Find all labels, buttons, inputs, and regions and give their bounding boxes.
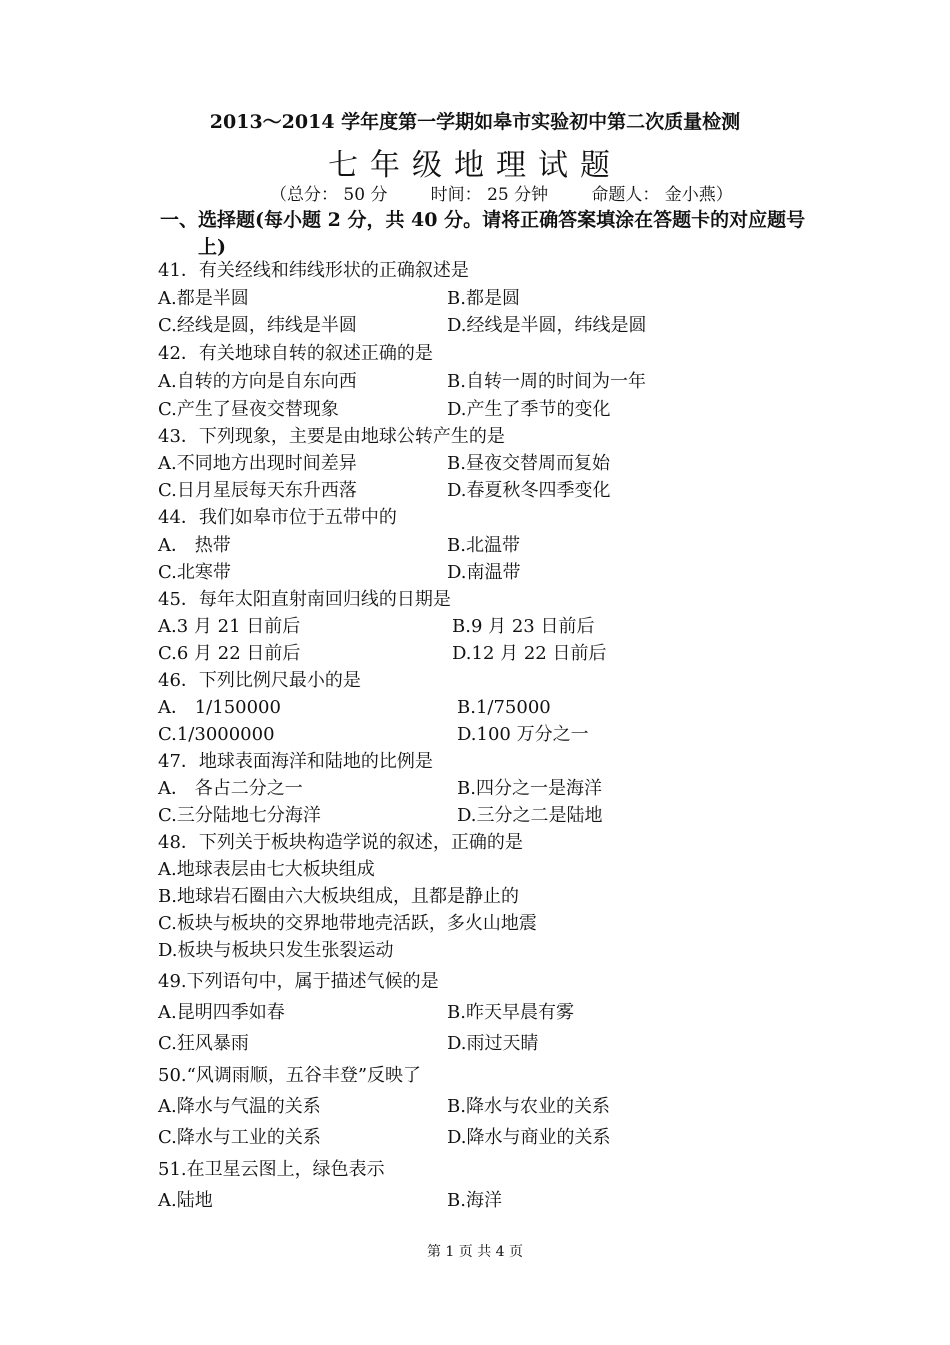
exam-meta: （总分： 50 分 时间： 25 分钟 命题人： 金小燕） [270, 185, 733, 205]
question-45-stem: 45．每年太阳直射南回归线的日期是 [158, 589, 451, 610]
question-44-option-d: D.南温带 [447, 562, 521, 583]
question-48-option-c: C.板块与板块的交界地带地壳活跃，多火山地震 [158, 913, 537, 934]
question-51-stem: 51.在卫星云图上，绿色表示 [158, 1159, 385, 1180]
question-43-option-a: A.不同地方出现时间差异 [158, 453, 357, 474]
question-47-option-a: A． 各占二分之一 [158, 778, 303, 799]
section-heading [160, 207, 860, 261]
question-42-option-c: C.产生了昼夜交替现象 [158, 399, 339, 420]
question-50-stem: 50.“风调雨顺，五谷丰登”反映了 [158, 1065, 422, 1086]
question-42-option-d: D.产生了季节的变化 [447, 399, 611, 420]
question-47-stem: 47．地球表面海洋和陆地的比例是 [158, 751, 433, 772]
question-44-option-a: A． 热带 [158, 535, 231, 556]
question-41-option-a: A.都是半圆 [158, 288, 249, 309]
question-50-option-b: B.降水与农业的关系 [447, 1096, 610, 1117]
question-46-option-d: D.100 万分之一 [457, 724, 589, 745]
section-heading-line2: 上) [198, 236, 226, 258]
question-41-stem: 41．有关经线和纬线形状的正确叙述是 [158, 260, 469, 281]
question-48-option-b: B.地球岩石圈由六大板块组成，且都是静止的 [158, 886, 519, 907]
question-42-option-b: B.自转一周的时间为一年 [447, 371, 646, 392]
question-46-stem: 46．下列比例尺最小的是 [158, 670, 361, 691]
question-43-option-b: B.昼夜交替周而复始 [447, 453, 610, 474]
question-49-option-c: C.狂风暴雨 [158, 1033, 249, 1054]
question-46-option-b: B.1/75000 [457, 697, 551, 718]
question-44-option-c: C.北寒带 [158, 562, 231, 583]
question-45-option-b: B.9 月 23 日前后 [452, 616, 595, 637]
question-47-option-d: D.三分之二是陆地 [457, 805, 603, 826]
question-50-option-d: D.降水与商业的关系 [447, 1127, 611, 1148]
question-48-option-d: D.板块与板块只发生张裂运动 [158, 940, 394, 961]
section-heading-line1: 一、选择题(每小题 2 分，共 40 分。请将正确答案填涂在答题卡的对应题号 [160, 209, 806, 231]
question-42-stem: 42．有关地球自转的叙述正确的是 [158, 343, 433, 364]
question-41-option-c: C.经线是圆，纬线是半圆 [158, 315, 357, 336]
question-51-option-a: A.陆地 [158, 1190, 213, 1211]
question-50-option-a: A.降水与气温的关系 [158, 1096, 321, 1117]
question-49-option-d: D.雨过天睛 [447, 1033, 539, 1054]
question-45-option-d: D.12 月 22 日前后 [452, 643, 607, 664]
question-46-option-a: A． 1/150000 [158, 697, 281, 718]
question-43-option-c: C.日月星辰每天东升西落 [158, 480, 357, 501]
question-51-option-b: B.海洋 [447, 1190, 502, 1211]
question-42-option-a: A.自转的方向是自东向西 [158, 371, 357, 392]
page-footer: 第 1 页 共 4 页 [426, 1244, 524, 1260]
question-43-stem: 43．下列现象，主要是由地球公转产生的是 [158, 426, 505, 447]
question-43-option-d: D.春夏秋冬四季变化 [447, 480, 611, 501]
question-47-option-b: B.四分之一是海洋 [457, 778, 602, 799]
question-45-option-c: C.6 月 22 日前后 [158, 643, 301, 664]
question-41-option-d: D.经线是半圆，纬线是圆 [447, 315, 647, 336]
question-44-option-b: B.北温带 [447, 535, 520, 556]
question-48-option-a: A.地球表层由七大板块组成 [158, 859, 375, 880]
exam-header: 2013～2014 学年度第一学期如皋市实验初中第二次质量检测 [209, 111, 741, 133]
question-50-option-c: C.降水与工业的关系 [158, 1127, 321, 1148]
question-41-option-b: B.都是圆 [447, 288, 520, 309]
question-48-stem: 48．下列关于板块构造学说的叙述，正确的是 [158, 832, 523, 853]
question-49-option-b: B.昨天早晨有雾 [447, 1002, 574, 1023]
question-44-stem: 44．我们如皋市位于五带中的 [158, 507, 397, 528]
question-47-option-c: C.三分陆地七分海洋 [158, 805, 321, 826]
question-45-option-a: A.3 月 21 日前后 [158, 616, 301, 637]
page-title: 七年级地理试题 [328, 148, 622, 183]
question-46-option-c: C.1/3000000 [158, 724, 275, 745]
question-49-stem: 49.下列语句中，属于描述气候的是 [158, 971, 439, 992]
question-49-option-a: A.昆明四季如春 [158, 1002, 285, 1023]
